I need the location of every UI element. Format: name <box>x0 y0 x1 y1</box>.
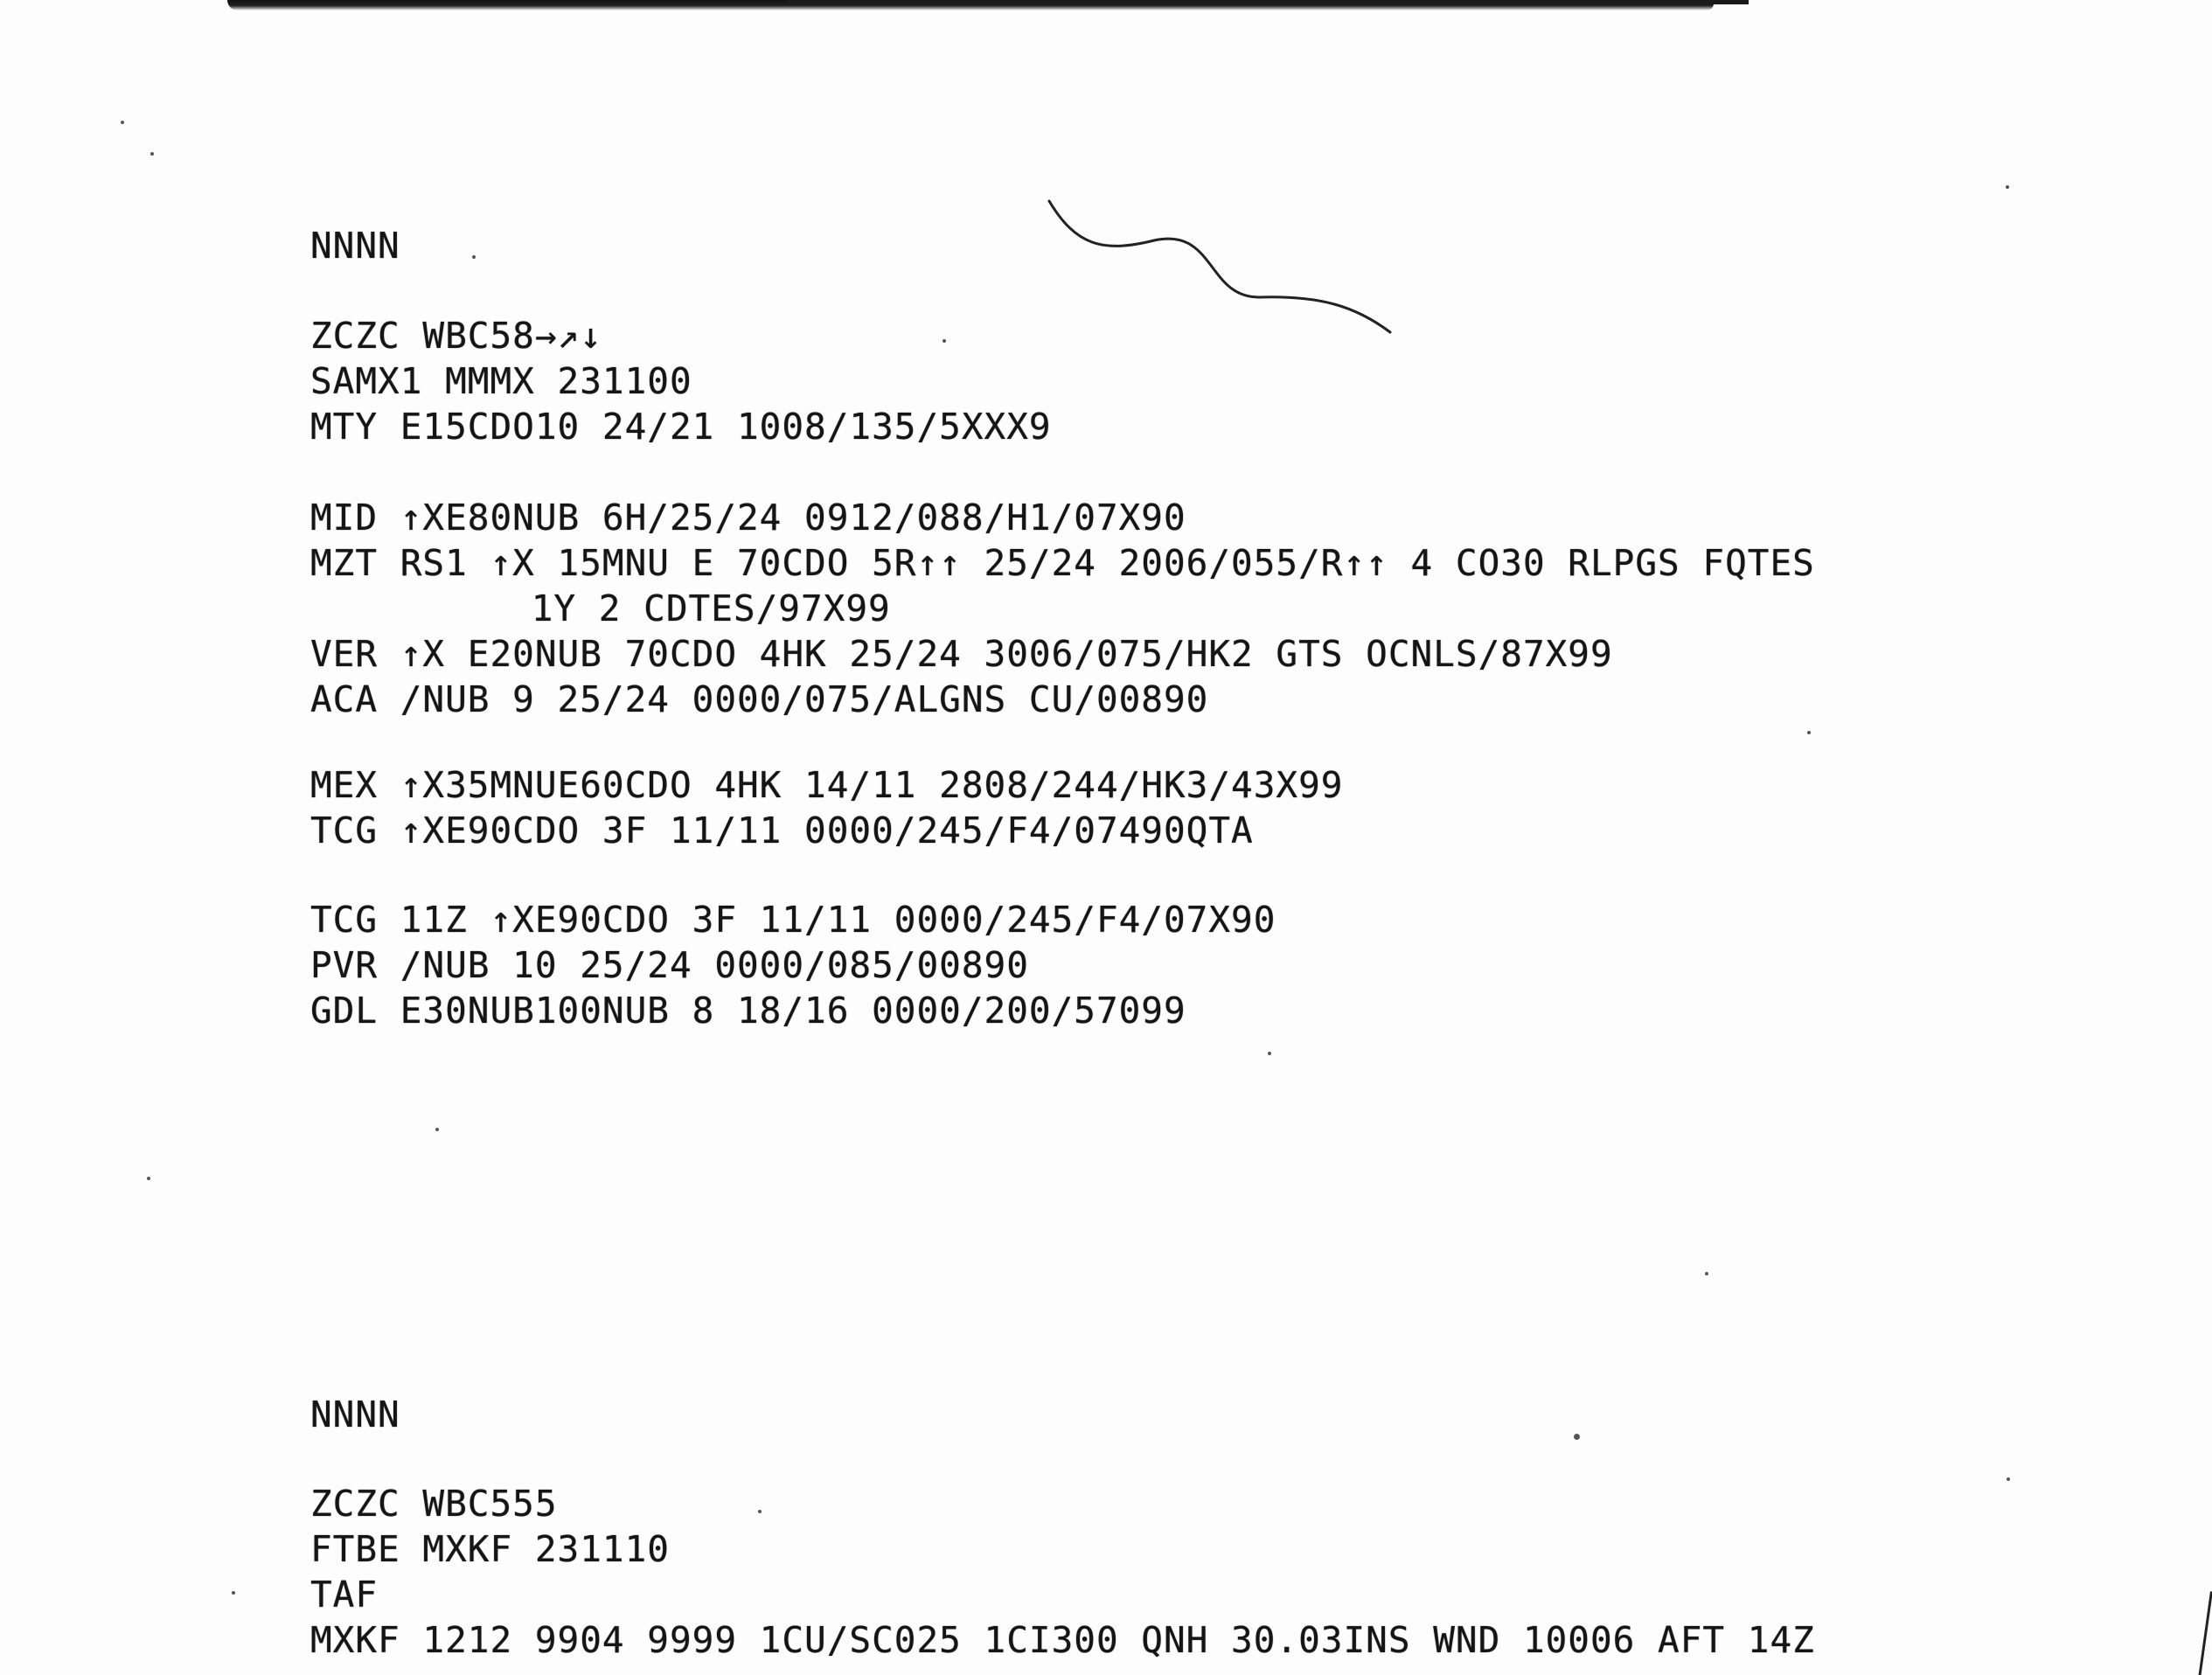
end-marker-1: NNNN <box>310 225 400 267</box>
bulletin-line: TCG 11Z ↑XE90CDO 3F 11/11 0000/245/F4/07X90 <box>310 899 1276 941</box>
right-edge-mark <box>2198 1591 2212 1675</box>
scan-speck <box>1807 731 1811 734</box>
top-edge-smudge-band <box>787 0 1749 4</box>
bulletin-1-body <box>310 313 1052 449</box>
scan-speck <box>2006 185 2009 189</box>
bulletin-line: VER ↑X E20NUB 70CDO 4HK 25/24 3006/075/HK2 GTS OCNLS/87X99 <box>310 633 1613 675</box>
bulletin-2-body <box>310 1481 1815 1663</box>
scan-speck <box>121 121 124 124</box>
scan-speck <box>1268 1052 1271 1055</box>
bulletin-line: ZCZC WBC58→↗↓ <box>310 315 602 357</box>
scan-speck <box>758 1510 762 1513</box>
bulletin-1-group-c <box>310 897 1276 1033</box>
bulletin-line: TAF <box>310 1574 379 1616</box>
scan-speck <box>150 152 154 156</box>
bulletin-line-continuation: 1Y 2 CDTES/97X99 <box>442 587 891 629</box>
end-marker-2: NNNN <box>310 1394 400 1435</box>
bulletin-line: MTY E15CDO10 24/21 1008/135/5XXX9 <box>310 406 1052 448</box>
bulletin-line: GDL E30NUB100NUB 8 18/16 0000/200/57099 <box>310 990 1186 1032</box>
bulletin-line: ACA /NUB 9 25/24 0000/075/ALGNS CU/00890 <box>310 678 1209 720</box>
scan-speck <box>943 339 946 343</box>
scan-speck <box>1705 1272 1708 1275</box>
bulletin-line: MEX ↑X35MNUE60CDO 4HK 14/11 2808/244/HK3/43X99 <box>310 764 1344 806</box>
handwritten-squiggle-mark <box>1040 192 1408 341</box>
bulletin-line: PVR /NUB 10 25/24 0000/085/00890 <box>310 944 1029 986</box>
scan-speck <box>232 1591 235 1595</box>
bulletin-2 <box>310 1392 400 1437</box>
scan-speck <box>1574 1434 1580 1440</box>
scan-speck <box>2007 1477 2010 1481</box>
scan-speck <box>147 1177 150 1180</box>
scan-speck <box>435 1128 439 1131</box>
bulletin-line: MID ↑XE80NUB 6H/25/24 0912/088/H1/07X90 <box>310 497 1186 539</box>
bulletin-line: TCG ↑XE90CDO 3F 11/11 0000/245/F4/07490QTA <box>310 810 1254 851</box>
bulletin-1 <box>310 223 400 268</box>
bulletin-1-group-a <box>310 495 1815 722</box>
bulletin-line: ZCZC WBC555 <box>310 1483 558 1525</box>
bulletin-line: FTBE MXKF 231110 <box>310 1528 670 1570</box>
bulletin-line: MXKF 1212 9904 9999 1CU/SC025 1CI300 QNH 30.03INS WND 10006 AFT 14Z <box>310 1619 1815 1661</box>
scan-speck <box>472 255 476 259</box>
bulletin-1-group-b <box>310 762 1343 853</box>
bulletin-line: SAMX1 MMMX 231100 <box>310 360 692 402</box>
bulletin-line: MZT RS1 ↑X 15MNU E 70CDO 5R↑↑ 25/24 2006/055/R↑↑ 4 CO30 RLPGS FQTES <box>310 542 1815 584</box>
